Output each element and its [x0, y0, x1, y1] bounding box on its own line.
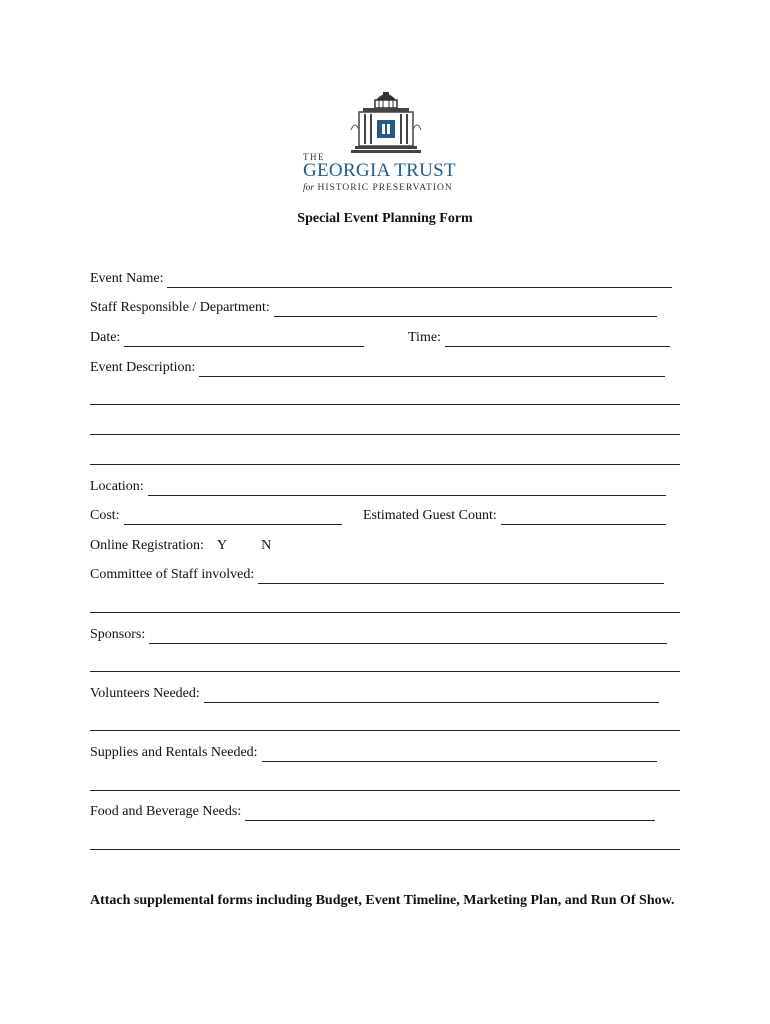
description-line-4[interactable] [90, 463, 680, 465]
cost-row [90, 507, 342, 525]
guest-count-row [363, 507, 666, 525]
guest-count-label: Estimated Guest Count: [363, 508, 497, 523]
online-registration-label: Online Registration: [90, 538, 204, 553]
cost-label: Cost: [90, 508, 120, 523]
location-row [90, 478, 666, 496]
time-field[interactable] [445, 332, 670, 347]
historic-building-icon [349, 90, 423, 156]
description-field[interactable] [199, 362, 665, 377]
volunteers-field[interactable] [204, 688, 659, 703]
registration-no-option[interactable]: N [261, 538, 272, 553]
food-label: Food and Beverage Needs: [90, 804, 242, 819]
registration-yes-option[interactable]: Y [216, 538, 228, 553]
food-line-2[interactable] [90, 848, 680, 850]
supplies-field[interactable] [262, 747, 657, 762]
event-name-label: Event Name: [90, 271, 164, 286]
volunteers-label: Volunteers Needed: [90, 686, 200, 701]
supplies-row [90, 744, 657, 762]
date-field[interactable] [124, 332, 364, 347]
logo-name: GEORGIA TRUST [303, 160, 456, 181]
description-line-2[interactable] [90, 403, 680, 405]
sponsors-label: Sponsors: [90, 627, 146, 642]
staff-label: Staff Responsible / Department: [90, 300, 270, 315]
description-line-3[interactable] [90, 433, 680, 435]
committee-line-2[interactable] [90, 611, 680, 613]
time-row [408, 329, 670, 347]
footer-note: Attach supplemental forms including Budget, Event Timeline, Marketing Plan, and Run Of Show. [90, 893, 675, 908]
volunteers-line-2[interactable] [90, 729, 680, 731]
cost-field[interactable] [124, 510, 342, 525]
staff-row [90, 299, 657, 317]
event-name-field[interactable] [167, 273, 672, 288]
committee-field[interactable] [258, 569, 664, 584]
sponsors-field[interactable] [149, 629, 667, 644]
logo-subtitle: for HISTORIC PRESERVATION [303, 183, 453, 193]
location-label: Location: [90, 479, 144, 494]
date-label: Date: [90, 330, 121, 345]
sponsors-line-2[interactable] [90, 670, 680, 672]
supplies-line-2[interactable] [90, 789, 680, 791]
georgia-trust-logo [303, 90, 469, 198]
description-row [90, 359, 665, 377]
location-field[interactable] [148, 481, 666, 496]
logo-the: THE [303, 152, 325, 162]
supplies-label: Supplies and Rentals Needed: [90, 745, 258, 760]
committee-label: Committee of Staff involved: [90, 567, 255, 582]
food-field[interactable] [245, 806, 655, 821]
time-label: Time: [408, 330, 441, 345]
online-registration-row [90, 537, 271, 555]
sponsors-row [90, 626, 667, 644]
guest-count-field[interactable] [501, 510, 666, 525]
page-title: Special Event Planning Form [297, 211, 473, 226]
food-row [90, 803, 655, 821]
volunteers-row [90, 685, 659, 703]
description-label: Event Description: [90, 360, 196, 375]
committee-row [90, 566, 664, 584]
date-row [90, 329, 364, 347]
event-name-row [90, 270, 672, 288]
staff-field[interactable] [274, 302, 657, 317]
